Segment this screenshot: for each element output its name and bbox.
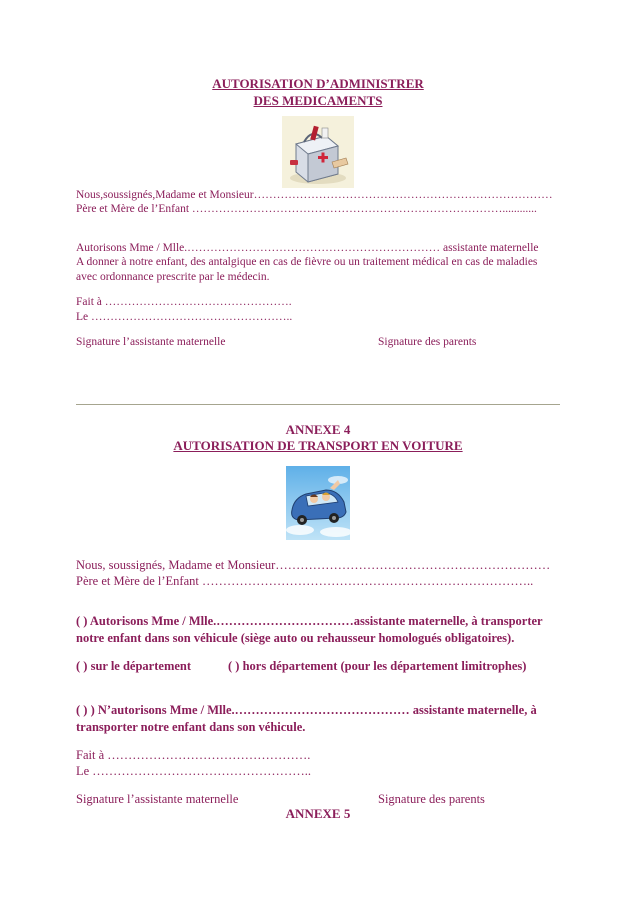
medication-date-line: Le …………………………………………….. — [76, 311, 293, 323]
transport-parents-names: Nous, soussignés, Madame et Monsieur………………………………………………………… — [76, 558, 551, 572]
transport-signature-parents: Signature des parents — [378, 792, 485, 806]
medication-place-line: Fait à …………………………………………. — [76, 296, 292, 308]
medication-authorize-line: Autorisons Mme / Mlle.………………………………………………………… assistante maternelle — [76, 242, 539, 254]
option-departement: ( ) sur le département — [76, 659, 192, 673]
first-aid-kit-icon — [282, 116, 354, 188]
transport-authorize-line1: ( ) Autorisons Mme / Mlle.……………………………assistante maternelle, à transporter — [76, 614, 543, 628]
medication-parents-names: Nous,soussignés,Madame et Monsieur…………………………………………………………………… — [76, 189, 553, 201]
transport-place-line: Fait à …………………………………………. — [76, 748, 311, 762]
medication-title-line2: DES MEDICAMENTS — [253, 93, 383, 108]
medication-signature-parents: Signature des parents — [378, 336, 477, 348]
transport-date-line: Le …………………………………………….. — [76, 764, 312, 778]
transport-child-parents: Père et Mère de l’Enfant …………………………………………………………………….. — [76, 574, 534, 588]
transport-authorize-line2: notre enfant dans son véhicule (siège auto ou rehausseur homologués obligatoires). — [76, 631, 515, 645]
medication-signature-assistant: Signature l’assistante maternelle — [76, 336, 226, 348]
medication-give-line1: A donner à notre enfant, des antalgique en cas de fièvre ou un traitement médical en cas de maladies — [76, 256, 538, 268]
medication-child-parents: Père et Mère de l’Enfant ………………………………………………………………………............ — [76, 203, 537, 215]
transport-refuse-line2: transporter notre enfant dans son véhicule. — [76, 720, 306, 734]
car-family-icon — [286, 466, 350, 540]
transport-refuse-line1: ( ) ) N’autorisons Mme / Mlle.…………………………………… assistante maternelle, à — [76, 703, 537, 717]
medication-title-line1: AUTORISATION D’ADMINISTRER — [212, 76, 424, 91]
annex-4-heading: ANNEXE 4 — [285, 422, 351, 437]
annex-5-heading: ANNEXE 5 — [285, 806, 351, 821]
section-divider — [76, 404, 560, 405]
transport-title: AUTORISATION DE TRANSPORT EN VOITURE — [173, 438, 463, 453]
medication-give-line2: avec ordonnance prescrite par le médecin. — [76, 271, 270, 283]
option-hors-departement: ( ) hors département (pour les département limitrophes) — [228, 659, 527, 673]
transport-signature-assistant: Signature l’assistante maternelle — [76, 792, 239, 806]
